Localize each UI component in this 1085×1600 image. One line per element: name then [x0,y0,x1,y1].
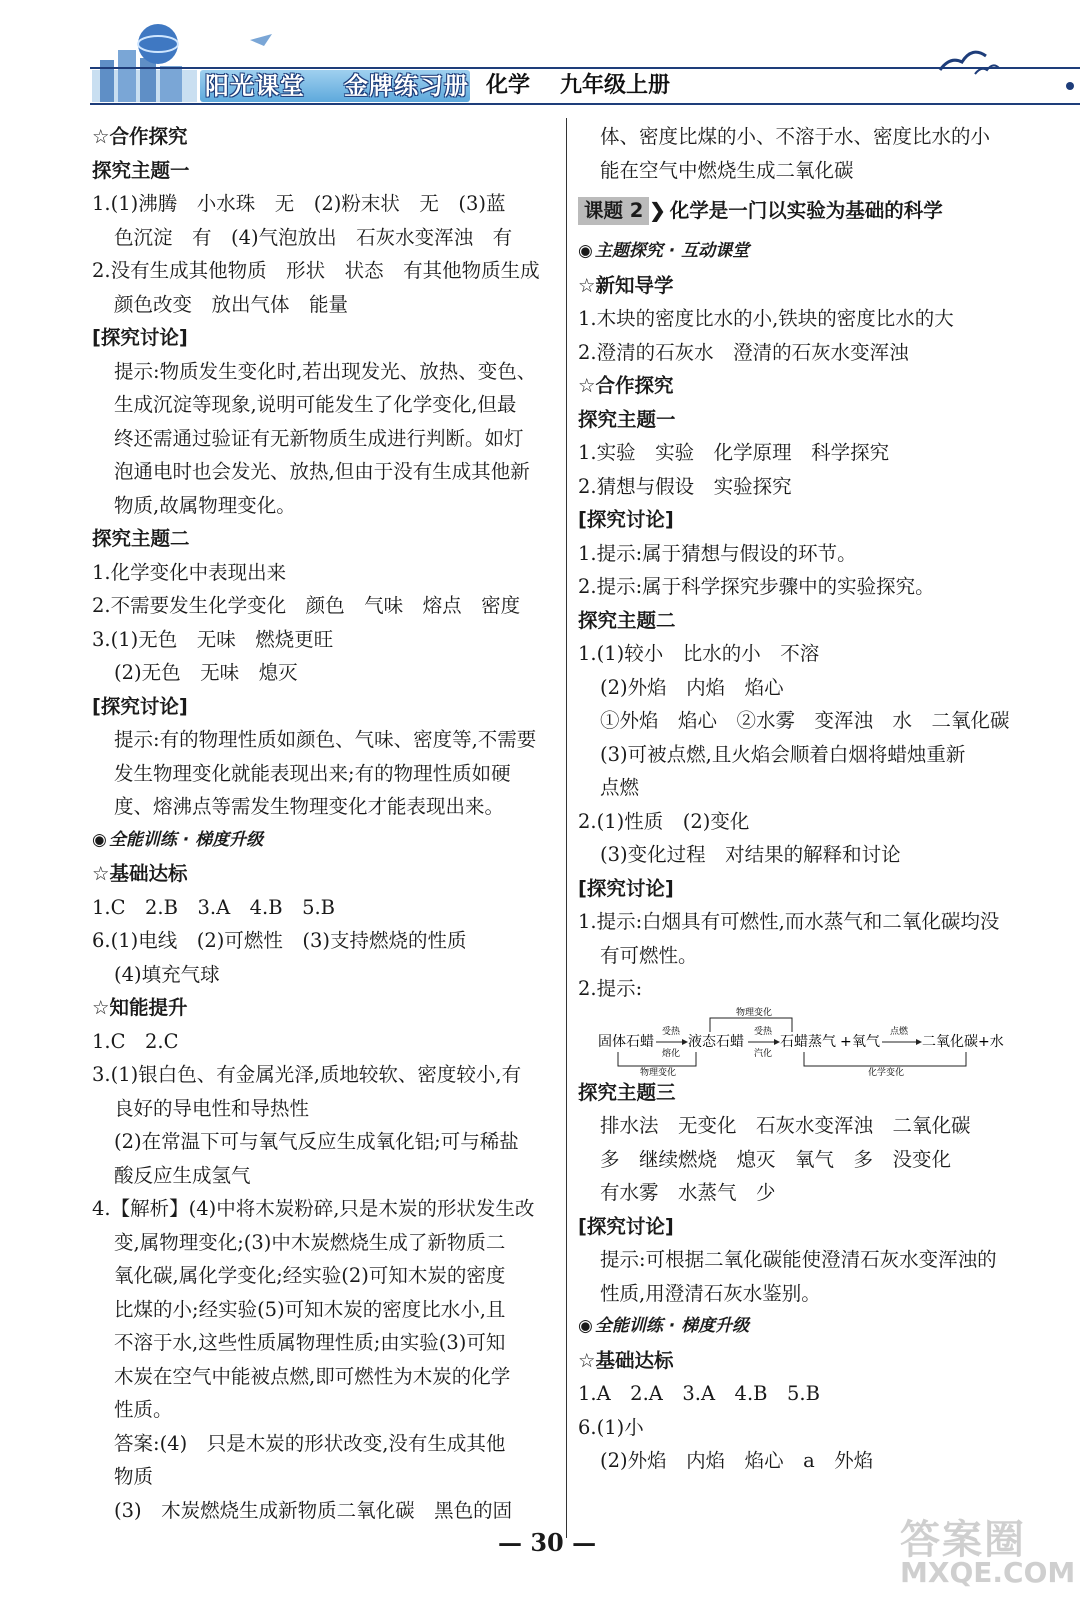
answer-line: 能在空气中燃烧生成二氧化碳 [600,158,854,182]
grade: 九年级上册 [560,73,671,98]
answer-line: (4)填充气球 [114,962,220,986]
answer-line: (3)变化过程 对结果的解释和讨论 [600,843,901,866]
chevron-right-icon: ❯ [649,199,666,222]
heading-cooperation: ☆ 合作探究 [92,120,562,154]
topic-one: 探究主题一 [92,158,190,182]
diagram-oxygen: 氧气 [852,1033,880,1050]
section-explore: ◉ 主题探究 · 互动课堂 [578,235,1048,269]
heading-cooperation: ☆ 合作探究 [578,369,1048,403]
heading-advance: ☆ 知能提升 [92,991,562,1025]
answer-line: 点燃 [600,776,640,799]
topic-two: 探究主题二 [578,608,676,632]
answer-line: 多 继续燃烧 熄灭 氧气 多 没变化 [600,1147,952,1171]
right-column [578,120,1048,1478]
answer-line: 2.不需要发生化学变化 颜色 气味 熔点 密度 [92,594,521,617]
brand-name: 阳光课堂 [205,72,305,100]
answer-line: 1.木块的密度比水的小,铁块的密度比水的大 [578,307,954,330]
hint-line: 终还需通过验证有无新物质生成进行判断。如灯 [114,426,524,450]
globe-icon [138,24,178,64]
answer-line: 2.没有生成其他物质 形状 状态 有其他物质生成 [92,259,540,282]
answer-line: 1.(1)沸腾 小水珠 无 (2)粉末状 无 (3)蓝 [92,192,506,215]
answer-line: (3)可被点燃,且火焰会顺着白烟将蜡烛重新 [600,742,966,766]
diagram-phys-bottom: 物理变化 [640,1067,677,1076]
answer-line: 2.澄清的石灰水 澄清的石灰水变浑浊 [578,340,909,364]
answer-line: 1.化学变化中表现出来 [92,560,287,584]
hint-line: 提示:有的物理性质如颜色、气味、密度等,不需要 [114,728,537,751]
answer-line: (2)在常温下可与氧气反应生成氧化铝;可与稀盐 [114,1130,519,1153]
watermark-logo: 答案圈 [900,1517,1026,1563]
hint-line: 有可燃性。 [600,943,698,967]
diagram-chem: 化学变化 [868,1067,905,1076]
hint-line: 物质,故属物理变化。 [114,493,296,517]
hint-line: 1.提示:白烟具有可燃性,而水蒸气和二氧化碳均没 [578,910,1000,933]
topic-one: 探究主题一 [578,407,676,431]
heading-basic: ☆ 基础达标 [578,1344,1048,1378]
answer-line: 2.(1)性质 (2)变化 [578,809,750,833]
diagram-ignite: 点燃 [890,1026,909,1037]
diagram-heat1: 受热 [662,1026,681,1037]
lesson-title: 化学是一门以实验为基础的科学 [669,199,943,222]
diagram-plus: + [840,1033,852,1050]
discussion-label: [探究讨论] [92,694,188,718]
hint-line: 提示:物质发生变化时,若出现发光、放热、变色、 [114,359,537,383]
discussion-label: [探究讨论] [578,876,674,900]
answer-line: 1.A 2.A 3.A 4.B 5.B [578,1382,820,1405]
diagram-phys-top: 物理变化 [736,1007,773,1018]
section-training: ◉ 全能训练 · 梯度升级 [92,824,562,858]
answer-line: 物质 [114,1465,154,1488]
heading-basic: ☆ 基础达标 [92,857,562,891]
hint-line: 发生物理变化就能表现出来;有的物理性质如硬 [114,761,511,785]
discussion-label: [探究讨论] [92,326,188,349]
heading-new-knowledge: ☆ 新知导学 [578,269,1048,303]
hint-line: 度、熔沸点等需发生物理变化才能表现出来。 [114,795,505,818]
phys-bracket-top [710,1018,792,1032]
hint-line: 2.提示: [578,977,643,1000]
hint-line: 泡通电时也会发光、放热,但由于没有生成其他新 [114,460,530,483]
answer-line: 1.C 2.C [92,1029,179,1053]
column-divider [566,118,567,1538]
chem-bracket [804,1052,966,1066]
discussion-label: [探究讨论] [578,508,674,531]
phys-bracket-bottom [618,1052,696,1066]
answer-line: 良好的导电性和导热性 [114,1096,310,1120]
analysis-line: 氧化碳,属化学变化;经实验(2)可知木炭的密度 [114,1264,506,1287]
product-name: 金牌练习册 [344,72,469,100]
answer-line: (2)外焰 内焰 焰心 [600,675,784,699]
answer-line: 色沉淀 有 (4)气泡放出 石灰水变浑浊 有 [114,225,513,249]
left-column [92,120,562,1527]
diagram-melt: 熔化 [662,1048,681,1059]
lesson-tag: 课题 2 [578,197,649,225]
answer-line: 2.猜想与假设 实验探究 [578,474,792,498]
answer-line: 颜色改变 放出气体 能量 [114,292,349,316]
diagram-solid: 固体石蜡 [598,1033,654,1050]
analysis-line: 不溶于水,这些性质属物理性质;由实验(3)可知 [114,1331,506,1354]
page-number: — 30 — [498,1528,597,1557]
hint-line: 性质,用澄清石灰水鉴别。 [600,1281,821,1305]
answer-line: ①外焰 焰心 ②水雾 变浑浊 水 二氧化碳 [600,709,1010,732]
hint-line: 2.提示:属于科学探究步骤中的实验探究。 [578,575,935,598]
header-graphic [0,0,1085,112]
hint-line: 提示:可根据二氧化碳能使澄清石灰水变浑浊的 [600,1248,997,1271]
answer-line: 1.(1)较小 比水的小 不溶 [578,642,820,665]
answer-line: 1.C 2.B 3.A 4.B 5.B [92,895,336,919]
diagram-heat2: 受热 [754,1026,773,1037]
topic-two: 探究主题二 [92,527,190,550]
diagram-products: 二氧化碳+水 [922,1033,1004,1050]
diagram-vapor: 石蜡蒸气 [780,1033,836,1050]
topic-three: 探究主题三 [578,1080,676,1104]
analysis-line: 比煤的小;经实验(5)可知木炭的密度比水小,且 [114,1297,506,1321]
diagram-vaporize: 汽化 [754,1048,773,1059]
answer-line: 1.实验 实验 化学原理 科学探究 [578,441,890,464]
watermark-url: MXQE.COM [900,1556,1076,1589]
page-header [0,0,1085,112]
answer-line: 3.(1)银白色、有金属光泽,质地较软、密度较小,有 [92,1063,522,1086]
answer-line: 排水法 无变化 石灰水变浑浊 二氧化碳 [600,1114,971,1137]
hint-line: 生成沉淀等现象,说明可能发生了化学变化,但最 [114,393,517,416]
answer-line: (2)外焰 内焰 焰心 a 外焰 [600,1449,874,1472]
analysis-line: 4.【解析】(4)中将木炭粉碎,只是木炭的形状发生改 [92,1197,535,1220]
subject: 化学 [486,73,531,98]
analysis-line: 木炭在空气中能被点燃,即可燃性为木炭的化学 [114,1364,511,1388]
analysis-line: 变,属物理变化;(3)中木炭燃烧生成了新物质二 [114,1230,506,1254]
answer-line: 3.(1)无色 无味 燃烧更旺 [92,627,334,651]
hint-line: 1.提示:属于猜想与假设的环节。 [578,541,857,565]
paraffin-flow-diagram [578,1006,1048,1076]
diagram-liquid: 液态石蜡 [688,1033,744,1050]
answer-line: (3) 木炭燃烧生成新物质二氧化碳 黑色的固 [114,1498,513,1522]
answer-line: 体、密度比煤的小、不溶于水、密度比水的小 [600,125,991,148]
lesson-header [578,187,1048,235]
paper-plane-icon [250,34,272,46]
analysis-line: 性质。 [114,1398,173,1421]
answer-line: 有水雾 水蒸气 少 [600,1181,776,1204]
answer-line: (2)无色 无味 熄灭 [114,661,298,684]
discussion-label: [探究讨论] [578,1214,674,1238]
answer-line: 6.(1)电线 (2)可燃性 (3)支持燃烧的性质 [92,929,467,952]
answer-line: 答案:(4) 只是木炭的形状改变,没有生成其他 [114,1431,506,1455]
answer-line: 6.(1)小 [578,1415,644,1439]
answer-line: 酸反应生成氢气 [114,1163,251,1187]
section-training: ◉ 全能训练 · 梯度升级 [578,1310,1048,1344]
